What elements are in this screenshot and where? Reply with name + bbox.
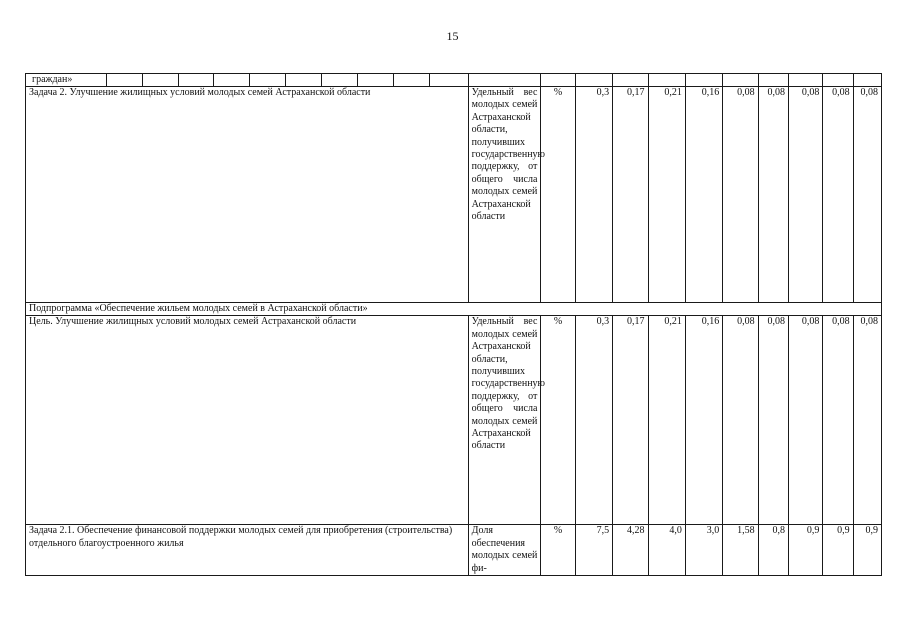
- task2-value-4: 0,16: [685, 87, 722, 303]
- goal-description: Цель. Улучшение жилищных условий молодых семей Астраханской области: [26, 316, 469, 525]
- task2-indicator: Удельный вес молодых семей Астраханской области, получивших государственную поддержку, от общего числа молодых семей Астраханской области: [468, 87, 541, 303]
- task21-value-8: 0,9: [823, 525, 853, 576]
- carryover-text: граждан»: [32, 74, 73, 85]
- task21-value-9: 0,9: [853, 525, 881, 576]
- carryover-cell: [26, 74, 469, 87]
- goal-value-5: 0,08: [723, 316, 758, 525]
- task21-value-3: 4,0: [648, 525, 685, 576]
- task21-value-1: 7,5: [575, 525, 612, 576]
- task2-value-3: 0,21: [648, 87, 685, 303]
- goal-value-9: 0,08: [853, 316, 881, 525]
- task21-value-7: 0,9: [788, 525, 822, 576]
- task21-value-5: 1,58: [723, 525, 758, 576]
- table-row-task21: [26, 525, 882, 576]
- goal-indicator: Удельный вес молодых семей Астраханской области, получивших государственную поддержку, от общего числа молодых семей Астраханской области: [468, 316, 541, 525]
- goal-value-7: 0,08: [788, 316, 822, 525]
- task2-value-7: 0,08: [788, 87, 822, 303]
- goal-value-8: 0,08: [823, 316, 853, 525]
- indicators-table: [25, 73, 882, 576]
- task2-value-6: 0,08: [758, 87, 788, 303]
- goal-value-6: 0,08: [758, 316, 788, 525]
- goal-value-1: 0,3: [575, 316, 612, 525]
- table-row-goal: [26, 316, 882, 525]
- task2-value-2: 0,17: [613, 87, 648, 303]
- task21-indicator: Доля обеспечения молодых семей фи-: [468, 525, 541, 576]
- subprogram-heading: Подпрограмма «Обеспечение жильем молодых семей в Астраханской области»: [26, 303, 882, 316]
- task2-description: Задача 2. Улучшение жилищных условий молодых семей Астраханской области: [26, 87, 469, 303]
- task21-value-6: 0,8: [758, 525, 788, 576]
- goal-value-3: 0,21: [648, 316, 685, 525]
- task2-value-1: 0,3: [575, 87, 612, 303]
- task21-description: Задача 2.1. Обеспечение финансовой поддержки молодых семей для приобретения (строительства) отдельного благоустроенного жилья: [26, 525, 469, 576]
- task2-value-5: 0,08: [723, 87, 758, 303]
- table-row-carryover: [26, 74, 882, 87]
- task21-value-2: 4,28: [613, 525, 648, 576]
- task2-value-9: 0,08: [853, 87, 881, 303]
- goal-value-4: 0,16: [685, 316, 722, 525]
- page-number: 15: [446, 29, 459, 43]
- task21-unit: %: [541, 525, 575, 576]
- task2-unit: %: [541, 87, 575, 303]
- table-row-subprogram: [26, 303, 882, 316]
- goal-unit: %: [541, 316, 575, 525]
- task21-value-4: 3,0: [685, 525, 722, 576]
- goal-value-2: 0,17: [613, 316, 648, 525]
- table-row-task2: [26, 87, 882, 303]
- carryover-subcells: [29, 74, 465, 86]
- task2-value-8: 0,08: [823, 87, 853, 303]
